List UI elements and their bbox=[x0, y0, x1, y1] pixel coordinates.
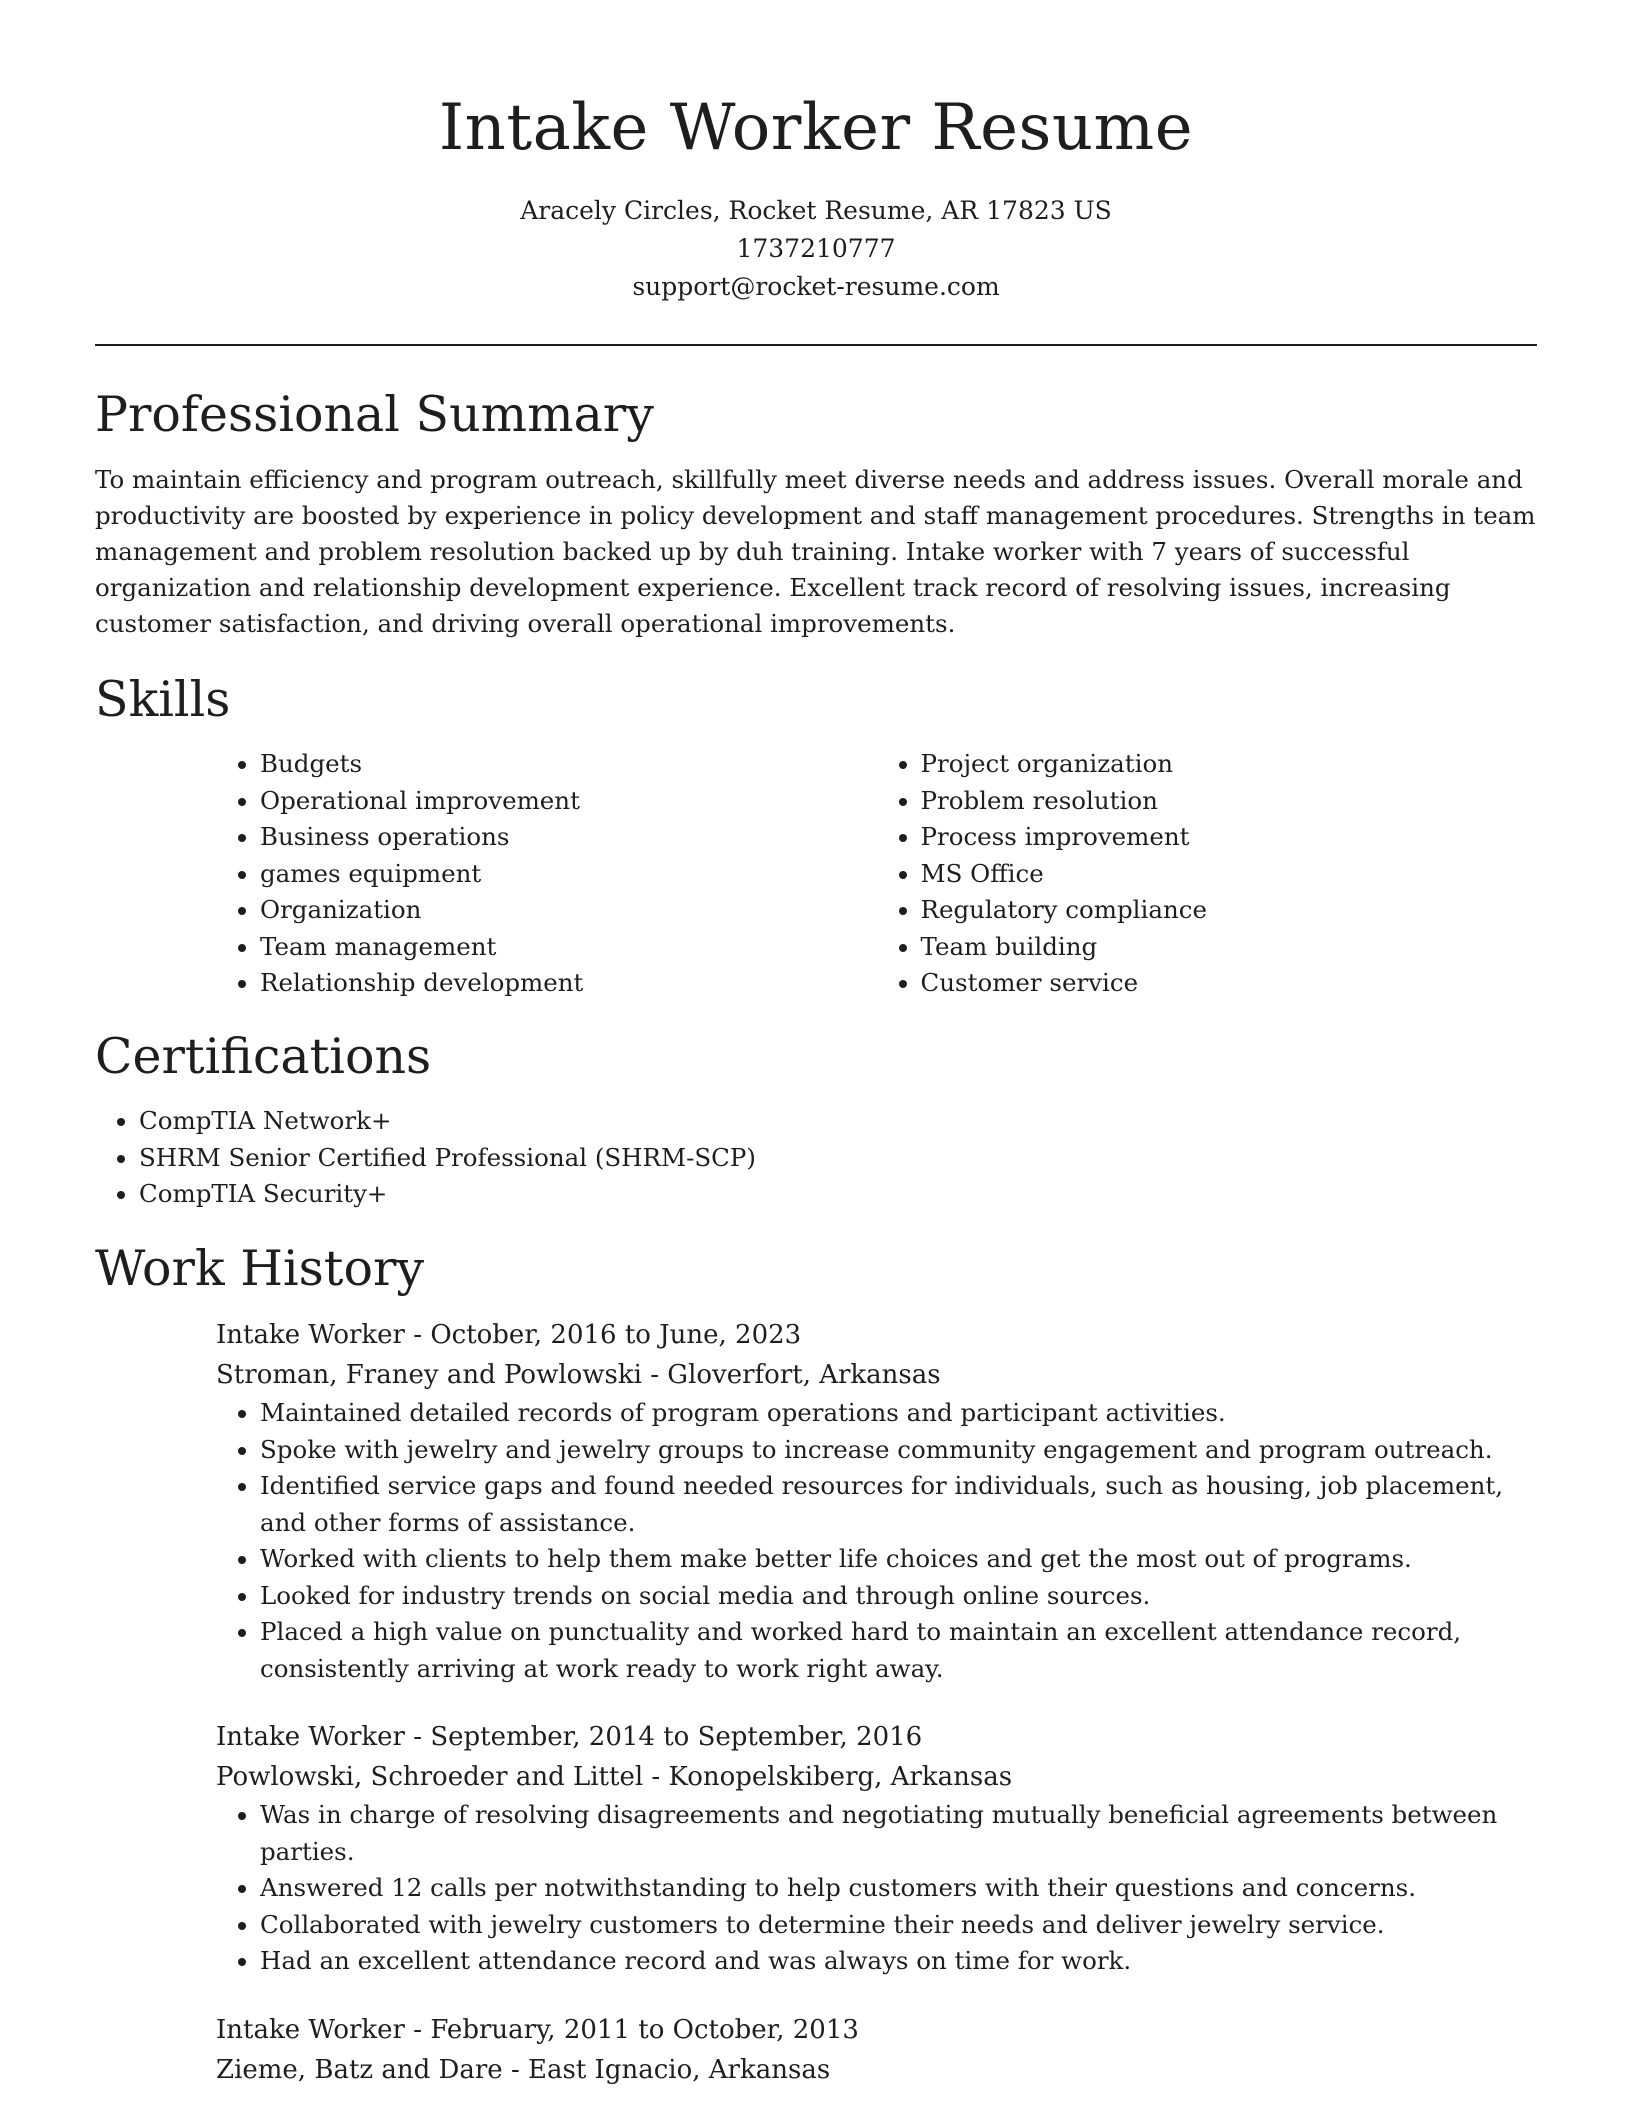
skill-item: • Budgets bbox=[260, 746, 877, 783]
job-location: Konopelskiberg, Arkansas bbox=[668, 1762, 1013, 1792]
section-title-skills: Skills bbox=[95, 671, 231, 728]
job-dates: February, 2011 to October, 2013 bbox=[430, 2014, 859, 2045]
skill-item: • games equipment bbox=[260, 856, 877, 893]
resume-header bbox=[95, 0, 1537, 346]
job-dates: September, 2014 to September, 2016 bbox=[430, 1722, 923, 1752]
skill-item: • Project organization bbox=[921, 746, 1538, 783]
skill-item: • Organization bbox=[260, 892, 877, 929]
section-title-work: Work History bbox=[95, 1240, 425, 1297]
job-heading: Intake Worker - February, 2011 to October, 2013 bbox=[216, 2014, 859, 2045]
resume-title: Intake Worker Resume bbox=[438, 91, 1194, 165]
certification-item: • CompTIA Network+ bbox=[139, 1103, 1537, 1140]
certifications-list bbox=[95, 1103, 1537, 1213]
job-location: Gloverfort, Arkansas bbox=[667, 1360, 941, 1390]
work-history-section bbox=[95, 1237, 1537, 2090]
header-divider bbox=[95, 344, 1537, 346]
skills-list-right bbox=[877, 746, 1538, 1002]
job-bullet: • Was in charge of resolving disagreements and negotiating mutually beneficial agreements between parties. bbox=[260, 1797, 1537, 1870]
job-bullets bbox=[216, 1797, 1537, 1980]
skill-item: • Problem resolution bbox=[921, 783, 1538, 820]
skills-section bbox=[95, 668, 1537, 1002]
job-bullet: • Placed a high value on punctuality and worked hard to maintain an excellent attendance record, consistently arriving at work ready to work right away. bbox=[260, 1614, 1537, 1687]
job-heading: Intake Worker - October, 2016 to June, 2023 bbox=[216, 1320, 802, 1350]
summary-text: To maintain efficiency and program outreach, skillfully meet diverse needs and address issues. Overall morale and productivity are boosted by experience in policy development and staff management procedures. Strengths in team management and problem resolution backed up by duh training. Intake worker with 7 years of successful organization and relationship development experience. Excellent track record of resolving issues, increasing customer satisfaction, and driving overall operational improvements. bbox=[95, 465, 1536, 638]
skill-item: • Process improvement bbox=[921, 819, 1538, 856]
certification-item: • SHRM Senior Certified Professional (SHRM-SCP) bbox=[139, 1140, 1537, 1177]
company-name: Powlowski, Schroeder and Littel bbox=[216, 1762, 644, 1792]
skill-item: • Business operations bbox=[260, 819, 877, 856]
job-bullets bbox=[216, 1395, 1537, 1687]
contact-info bbox=[95, 192, 1537, 306]
job-title: Intake Worker bbox=[216, 1320, 405, 1350]
job-bullet: • Answered 12 calls per notwithstanding to help customers with their questions and concerns. bbox=[260, 1870, 1537, 1907]
skill-item: • Relationship development bbox=[260, 965, 877, 1002]
job-heading: Intake Worker - September, 2014 to September, 2016 bbox=[216, 1722, 923, 1752]
job-dates: October, 2016 to June, 2023 bbox=[430, 1320, 802, 1350]
section-title-summary: Professional Summary bbox=[95, 386, 654, 443]
company-name: Stroman, Franey and Powlowski bbox=[216, 1360, 642, 1390]
skill-item: • MS Office bbox=[921, 856, 1538, 893]
skill-item: • Regulatory compliance bbox=[921, 892, 1538, 929]
certification-item: • CompTIA Security+ bbox=[139, 1176, 1537, 1213]
address: Aracely Circles, Rocket Resume, AR 17823 US bbox=[520, 196, 1112, 225]
job-entry bbox=[216, 2010, 1537, 2090]
job-title: Intake Worker bbox=[216, 1722, 405, 1752]
job-bullet: • Worked with clients to help them make better life choices and get the most out of programs. bbox=[260, 1541, 1537, 1578]
job-bullet: • Maintained detailed records of program operations and participant activities. bbox=[260, 1395, 1537, 1432]
job-bullet: • Identified service gaps and found needed resources for individuals, such as housing, job placement, and other forms of assistance. bbox=[260, 1468, 1537, 1541]
job-location: East Ignacio, Arkansas bbox=[528, 2054, 831, 2085]
job-bullet: • Looked for industry trends on social media and through online sources. bbox=[260, 1578, 1537, 1615]
skill-item: • Customer service bbox=[921, 965, 1538, 1002]
skill-item: • Team management bbox=[260, 929, 877, 966]
job-title: Intake Worker bbox=[216, 2014, 405, 2045]
skill-item: • Team building bbox=[921, 929, 1538, 966]
resume-page bbox=[95, 0, 1537, 2085]
skills-list-left bbox=[216, 746, 877, 1002]
job-bullet: • Spoke with jewelry and jewelry groups to increase community engagement and program outreach. bbox=[260, 1432, 1537, 1469]
job-entry bbox=[216, 1315, 1537, 1687]
job-entry bbox=[216, 1717, 1537, 1980]
skills-grid bbox=[216, 746, 1537, 1002]
job-bullet: • Had an excellent attendance record and was always on time for work. bbox=[260, 1943, 1537, 1980]
skill-item: • Operational improvement bbox=[260, 783, 877, 820]
job-employer: Powlowski, Schroeder and Littel - Konopelskiberg, Arkansas bbox=[216, 1762, 1013, 1792]
summary-section bbox=[95, 383, 1537, 642]
certifications-section bbox=[95, 1025, 1537, 1213]
job-employer: Stroman, Franey and Powlowski - Gloverfort, Arkansas bbox=[216, 1360, 941, 1390]
company-name: Zieme, Batz and Dare bbox=[216, 2054, 503, 2085]
job-employer: Zieme, Batz and Dare - East Ignacio, Arkansas bbox=[216, 2054, 831, 2085]
job-bullet: • Collaborated with jewelry customers to determine their needs and deliver jewelry service. bbox=[260, 1907, 1537, 1944]
section-title-certifications: Certifications bbox=[95, 1028, 432, 1085]
email: support@rocket-resume.com bbox=[632, 272, 1000, 301]
phone: 1737210777 bbox=[736, 234, 896, 263]
